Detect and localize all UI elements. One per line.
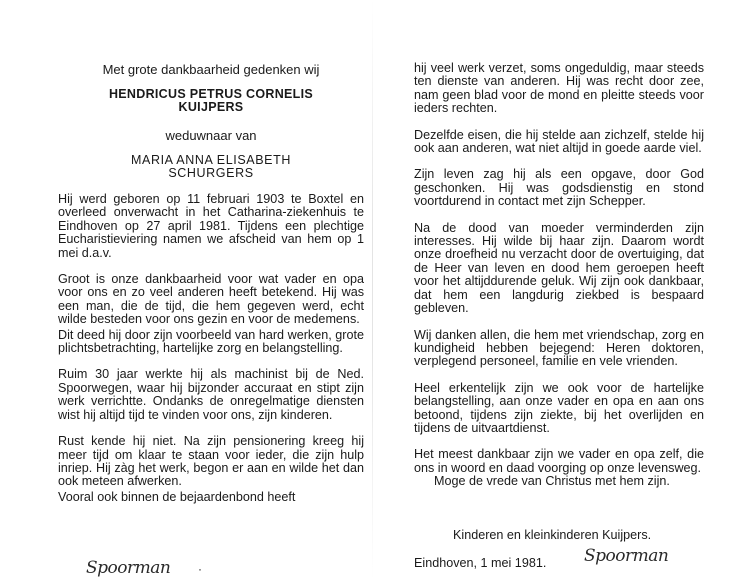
deceased-name-line1: HENDRICUS PETRUS CORNELIS: [108, 87, 314, 101]
paragraph-thanks: Wij danken allen, die hem met vriendschap, zorg en kundigheid hebben bejegend: Heren doktoren, verplegend personeel, familie en vele vrienden.: [414, 327, 704, 369]
left-column: [58, 62, 364, 504]
card-fold: [372, 0, 373, 580]
paragraph-most-grateful: Het meest dankbaar zijn we vader en opa zelf, die ons in woord en daad voorging op onze levensweg.: [414, 447, 704, 475]
spouse-name-line2: SCHURGERS: [168, 166, 254, 180]
signature-dot: ·: [198, 562, 202, 576]
paragraph-example: Dit deed hij door zijn voorbeeld van hard werken, grote plichtsbetrachting, hartelijke zorg en belangstelling.: [58, 327, 364, 356]
spouse-name-line1: MARIA ANNA ELISABETH: [131, 153, 291, 167]
paragraph-birth-death: Hij werd geboren op 11 februari 1903 te Boxtel en overleed onverwacht in het Catharina-ziekenhuis te Eindhoven op 27 april 1981. Tijdens een plechtige Eucharistieviering namen we afscheid van hem op 1 mei d.a.v.: [58, 192, 364, 260]
paragraph-gratitude: Groot is onze dankbaarheid voor wat vader en opa voor ons en zo veel anderen heeft betekend. Hij was een man, die de tijd, die hem gegeven werd, echt wilde besteden voor ons gezin en voor de medemens.: [58, 272, 364, 327]
paragraph-character: hij veel werk verzet, soms ongeduldig, maar steeds ten dienste van anderen. Hij was recht door zee, nam geen blad voor de mond en pleitte steeds voor ieders rechten.: [414, 61, 704, 116]
intro-line: Met grote dankbaarheid gedenken wij: [102, 62, 320, 77]
place-date-line: Eindhoven, 1 mei 1981.: [414, 556, 547, 570]
signed-by-line: Kinderen en kleinkinderen Kuijpers.: [453, 528, 652, 542]
deceased-name-line2: KUIJPERS: [178, 100, 244, 114]
right-column: [414, 62, 704, 489]
paragraph-mother: Na de dood van moeder verminderden zijn interesses. Hij wilde bij haar zijn. Daarom wordt onze droefheid nu verzacht door de overtuiging, dat de Heer van leven en dood hem geroepen heeft voor het altijddurende geluk. Wij zijn ook dankbaar, dat hem een langdurig ziekbed is bespaard gebleven.: [414, 220, 704, 316]
paragraph-retirement: Rust kende hij niet. Na zijn pensionering kreeg hij meer tijd om klaar te staan voor ieder, die zijn hulp inriep. Hij zàg het werk, begon er aan en wilde het dan ook meteen afwerken.: [58, 434, 364, 489]
paragraph-career: Ruim 30 jaar werkte hij als machinist bij de Ned. Spoorwegen, waar hij bijzonder accuraat en stipt zijn werk verrichtte. Ondanks de onregelmatige diensten wist hij altijd tijd te vinden voor ons, zijn kinderen.: [58, 367, 364, 422]
relation-line: weduwnaar van: [165, 128, 257, 143]
paragraph-sympathy: Heel erkentelijk zijn we ook voor de hartelijke belangstelling, aan onze vader en opa en aan ons betoond, tijdens zijn ziekte, bij het overlijden en tijdens de uitvaartdienst.: [414, 380, 704, 435]
paragraph-demands: Dezelfde eisen, die hij stelde aan zichzelf, stelde hij ook aan anderen, wat niet altijd in goede aarde viel.: [414, 127, 704, 156]
paragraph-continued: Vooral ook binnen de bejaardenbond heeft: [58, 489, 296, 504]
blessing-line: Moge de vrede van Christus met hem zijn.: [434, 474, 670, 489]
handwritten-signature-left: Spoorman: [86, 558, 171, 578]
paragraph-faith: Zijn leven zag hij als een opgave, door God geschonken. Hij was godsdienstig en stond voortdurend in contact met zijn Schepper.: [414, 167, 704, 209]
handwritten-signature-right: Spoorman: [584, 546, 669, 566]
